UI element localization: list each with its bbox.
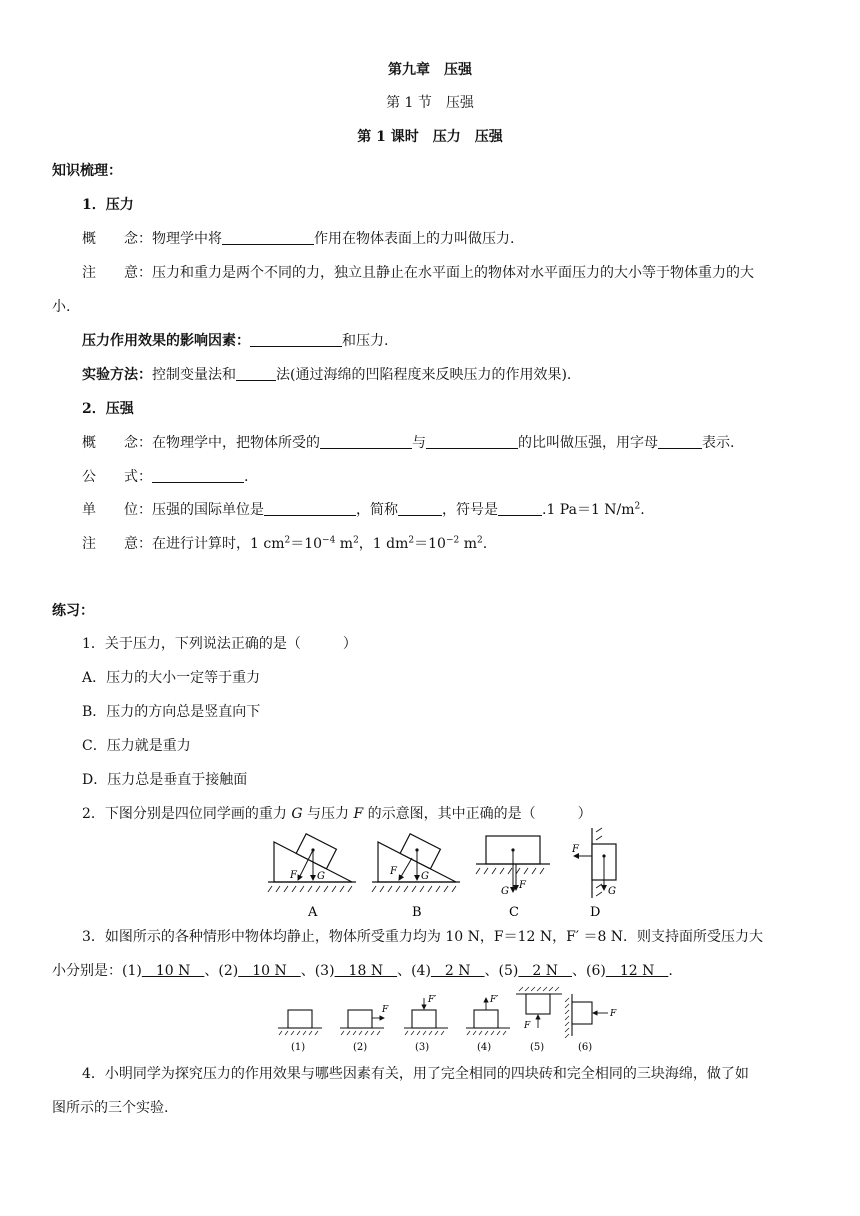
- svg-text:(3): (3): [415, 1042, 430, 1053]
- blank-3: [236, 366, 276, 381]
- svg-text:(2): (2): [353, 1042, 368, 1053]
- blank-2: [250, 332, 342, 347]
- q3-diagram-4: [466, 995, 510, 1053]
- q3-answer-1: 10 N: [141, 963, 205, 979]
- q3-diagram-3: [404, 995, 448, 1053]
- q2-stem: 2．下图分别是四位同学画的重力 G 与压力 F 的示意图，其中正确的是（ ）: [82, 806, 592, 822]
- svg-text:(5): (5): [530, 1042, 545, 1053]
- force-concept-line: 概 念：物理学中将 作用在物体表面上的力叫做压力.: [82, 231, 515, 247]
- q4-stem-cont: 图所示的三个实验.: [52, 1100, 169, 1116]
- q2-figure: [268, 828, 648, 920]
- svg-text:F′: F′: [490, 995, 499, 1005]
- formula-line: 公 式： .: [82, 469, 249, 485]
- unit-line: 单 位：压强的国际单位是 ，简称 ，符号是 .1 Pa＝1 $N/m^2$.: [82, 501, 645, 518]
- q3-diagram-1: [278, 1010, 322, 1053]
- q3-answer-2: 10 N: [238, 963, 301, 979]
- q1-option-a: A．压力的大小一定等于重力: [82, 670, 261, 686]
- factors-line: 压力作用效果的影响因素： 和压力.: [82, 333, 389, 349]
- q3-answer-3: 18 N: [334, 963, 398, 979]
- pressure-title: 2．压强: [82, 401, 134, 417]
- q1-option-d: D．压力总是垂直于接触面: [82, 772, 248, 788]
- q2-label-b: B: [412, 905, 422, 920]
- q2-diagram-d: [571, 828, 616, 920]
- svg-text:(6): (6): [578, 1042, 593, 1053]
- q2-b-f-label: F: [390, 866, 397, 877]
- svg-text:(4): (4): [477, 1042, 492, 1053]
- q3-diagram-2: [340, 1005, 389, 1053]
- q2-label-d: D: [590, 905, 601, 920]
- practice-heading: 练习：: [52, 603, 94, 619]
- q2-label-c: C: [509, 905, 519, 920]
- force-note-cont: 小.: [52, 299, 71, 315]
- svg-text:F′: F′: [428, 995, 437, 1005]
- svg-text:F: F: [610, 1009, 617, 1019]
- calc-note-line: 注 意：在进行计算时，1 $cm^2=10^{-4}$ $m^2$，1 $dm^2=10^{-2}$ $m^2$.: [82, 535, 488, 552]
- q2-diagram-c: [476, 836, 550, 920]
- q3-diagram-5: [516, 987, 562, 1053]
- q2-diagram-b: [372, 834, 460, 920]
- pressure-force-title: 1．压力: [82, 197, 134, 213]
- q2-diagram-a: [268, 834, 356, 920]
- q3-stem: 3．如图所示的各种情形中物体均静止，物体所受重力均为 10 N，F＝12 N，F′ ＝8 N．则支持面所受压力大: [82, 929, 764, 945]
- q2-c-g-label: G: [501, 886, 509, 897]
- q2-a-f-label: F: [290, 870, 297, 881]
- svg-text:F: F: [524, 1021, 531, 1031]
- blank-6: [658, 434, 702, 449]
- q3-answer-6: 12 N: [605, 963, 669, 979]
- q2-a-g-label: G: [317, 871, 325, 882]
- q4-stem: 4．小明同学为探究压力的作用效果与哪些因素有关，用了完全相同的四块砖和完全相同的三块海绵，做了如: [82, 1066, 749, 1082]
- method-line: 实验方法：控制变量法和 法(通过海绵的凹陷程度来反映压力的作用效果).: [82, 367, 572, 383]
- q1-option-b: B．压力的方向总是竖直向下: [82, 704, 261, 720]
- blank-5: [426, 434, 518, 449]
- q2-d-f-label: F: [572, 844, 579, 855]
- knowledge-heading: 知识梳理：: [52, 163, 122, 179]
- svg-text:(1): (1): [291, 1042, 306, 1053]
- chapter-title: 第九章 压强: [388, 62, 472, 78]
- q2-d-g-label: G: [608, 886, 616, 897]
- q1-stem: 1．关于压力，下列说法正确的是（ ）: [82, 636, 357, 652]
- blank-4: [320, 434, 412, 449]
- q1-option-c: C．压力就是重力: [82, 738, 191, 754]
- blank-10: [498, 501, 542, 516]
- q3-answer-5: 2 N: [518, 963, 572, 979]
- svg-text:F: F: [382, 1005, 389, 1015]
- q3-diagram-6: [565, 994, 617, 1053]
- q2-b-g-label: G: [421, 871, 429, 882]
- q3-answers: 小分别是：(1) 10 N 、(2) 10 N 、(3) 18 N 、(4) 2 N 、(5) 2 N 、(6) 12 N .: [52, 963, 673, 979]
- blank-8: [264, 501, 356, 516]
- blank-7: [152, 468, 244, 483]
- q3-answer-4: 2 N: [430, 963, 485, 979]
- blank-9: [398, 501, 442, 516]
- pressure-concept-line: 概 念：在物理学中，把物体所受的 与 的比叫做压强，用字母 表示.: [82, 435, 735, 451]
- blank-1: [222, 230, 314, 245]
- q2-label-a: A: [308, 905, 318, 920]
- section-title: 第 1 节 压强: [386, 95, 474, 111]
- force-note-line: 注 意：压力和重力是两个不同的力，独立且静止在水平面上的物体对水平面压力的大小等于物体重力的大: [82, 265, 754, 281]
- lesson-title: 第 1 课时 压力 压强: [357, 129, 503, 145]
- q3-figure: [276, 986, 636, 1056]
- q2-c-f-label: F: [519, 880, 526, 891]
